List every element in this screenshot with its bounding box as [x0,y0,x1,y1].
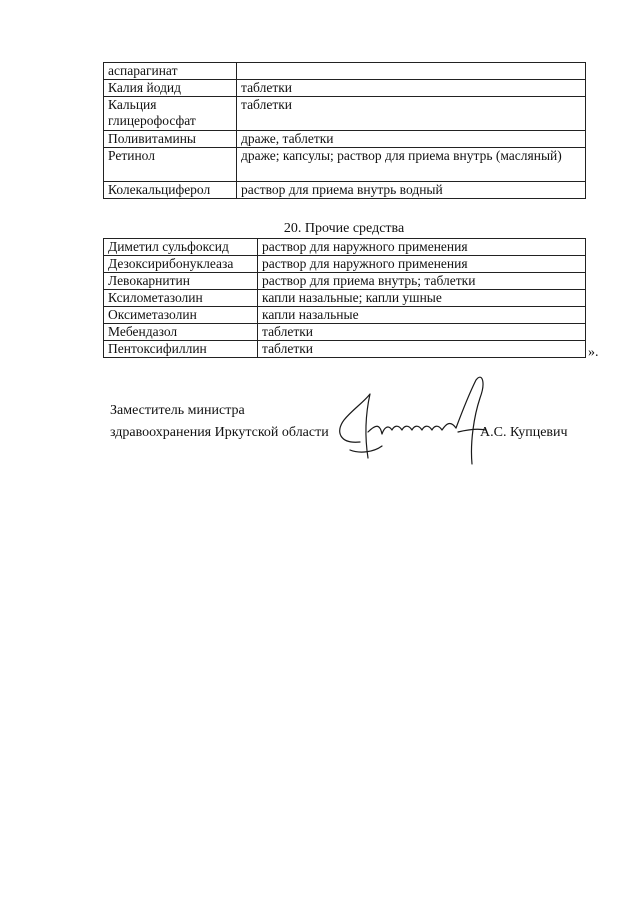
table-row [104,256,586,273]
signatory-name: А.С. Купцевич [480,425,568,440]
signatory-position-line1: Заместитель министра [110,403,245,418]
drug-name-cell: Колекальциферол [104,182,237,199]
dosage-form-cell: раствор для наружного применения [258,239,586,256]
dosage-form-cell [237,63,586,80]
dosage-form-cell: таблетки [258,324,586,341]
dosage-form-cell: драже, таблетки [237,131,586,148]
dosage-form-cell: таблетки [237,97,586,131]
dosage-form-cell: раствор для приема внутрь водный [237,182,586,199]
dosage-form-cell: драже; капсулы; раствор для приема внутрь (масляный) [237,148,586,182]
dosage-form-cell: таблетки [258,341,586,358]
drug-name-cell: Поливитамины [104,131,237,148]
dosage-form-cell: капли назальные; капли ушные [258,290,586,307]
signatory-position-line2: здравоохранения Иркутской области [110,425,329,440]
table-row [104,182,586,199]
drug-name-cell: Калия йодид [104,80,237,97]
dosage-form-cell: раствор для наружного применения [258,256,586,273]
table-row [104,341,586,358]
table-row [104,239,586,256]
dosage-form-cell: раствор для приема внутрь; таблетки [258,273,586,290]
drug-name-cell: Пентоксифиллин [104,341,258,358]
table-row [104,148,586,182]
drug-name-cell: Диметил сульфоксид [104,239,258,256]
drug-name-cell: Оксиметазолин [104,307,258,324]
closing-quote: ». [588,345,599,360]
table-row [104,97,586,131]
drug-name-cell: Ретинол [104,148,237,182]
handwritten-signature [330,372,510,472]
drug-name-cell: Ксилометазолин [104,290,258,307]
dosage-form-cell: таблетки [237,80,586,97]
medicines-table-continued [103,62,586,199]
table-row [104,290,586,307]
table-row [104,80,586,97]
section-title: 20. Прочие средства [283,221,405,236]
drug-name-cell: Кальция глицерофосфат [104,97,237,131]
table-row [104,273,586,290]
table-row [104,324,586,341]
table-row [104,131,586,148]
drug-name-cell: аспарагинат [104,63,237,80]
table-row [104,307,586,324]
dosage-form-cell: капли назальные [258,307,586,324]
drug-name-cell: Мебендазол [104,324,258,341]
table-row [104,63,586,80]
drug-name-cell: Дезоксирибонуклеаза [104,256,258,273]
drug-name-cell: Левокарнитин [104,273,258,290]
other-medicines-table [103,238,586,358]
